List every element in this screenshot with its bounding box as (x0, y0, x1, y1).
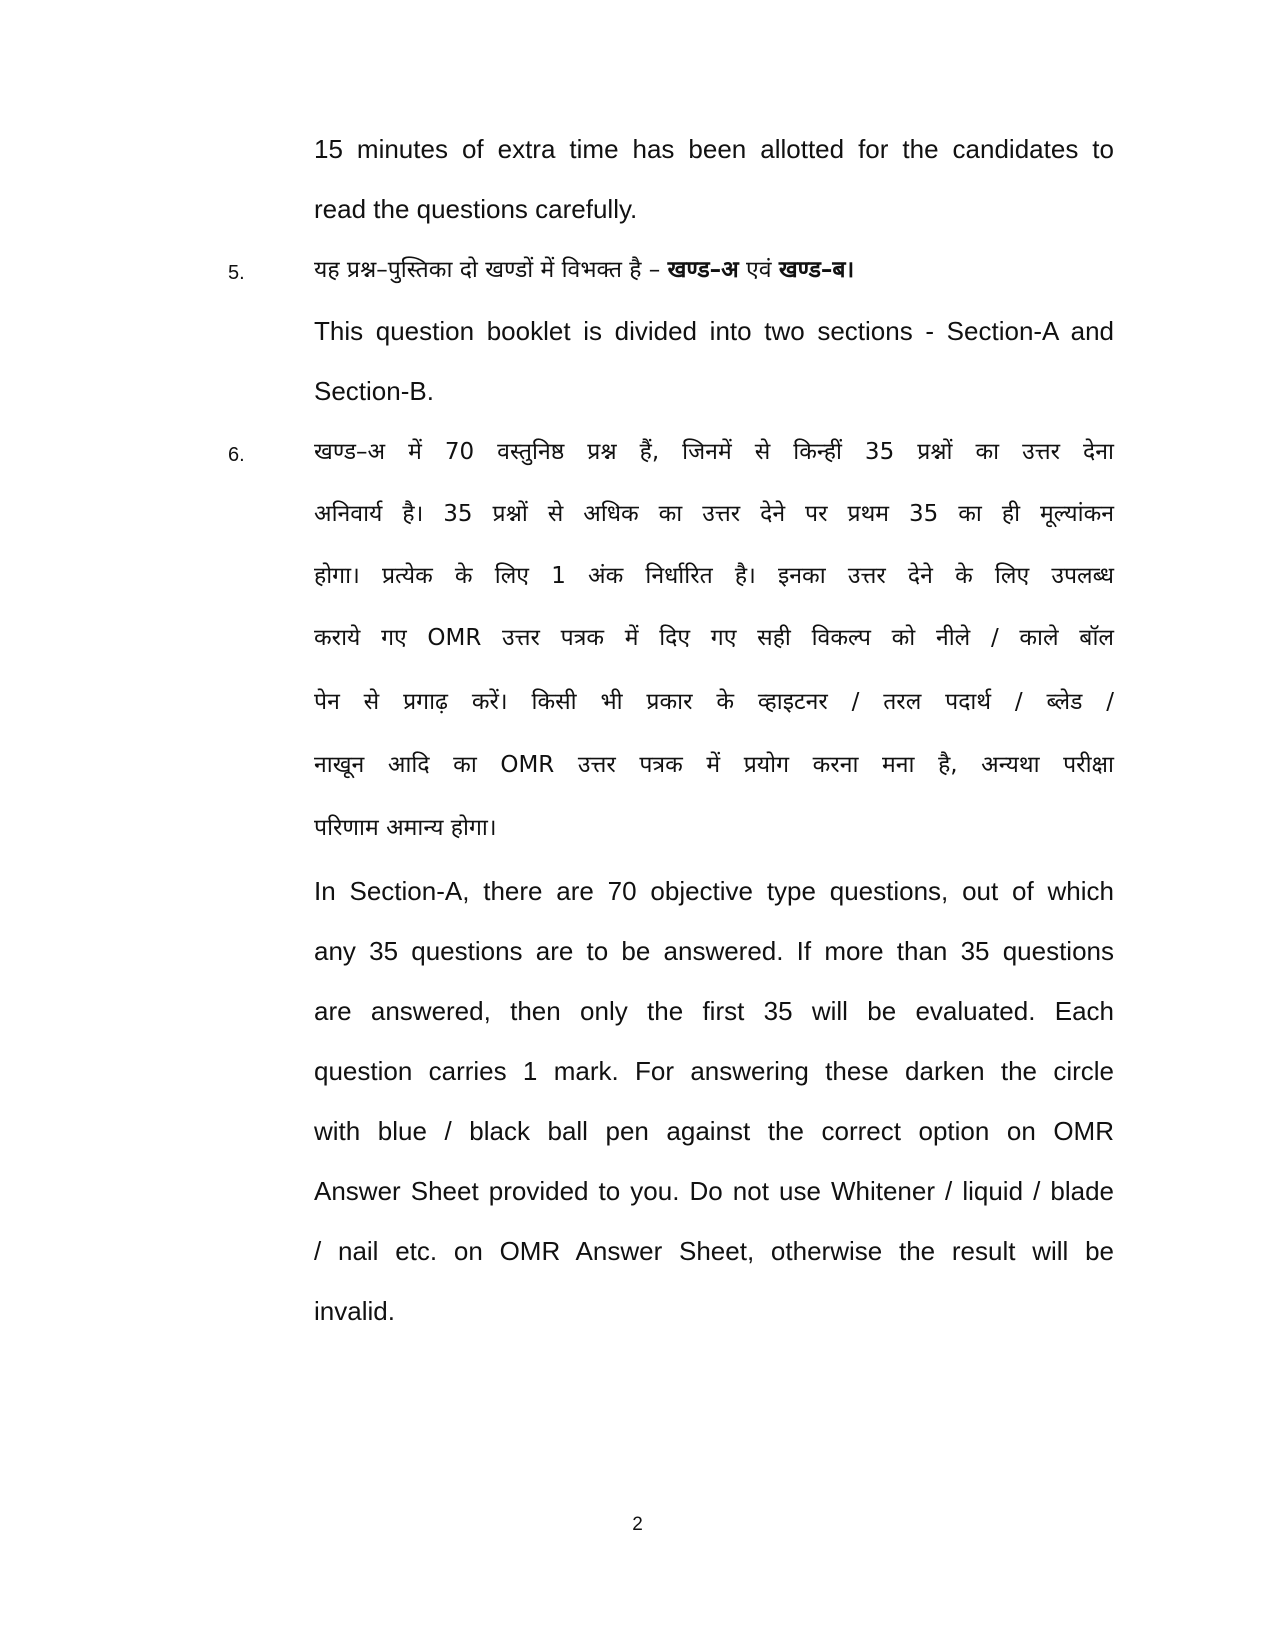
item-6-hindi-line-2: अनिवार्य है। 35 प्रश्नों से अधिक का उत्तर देने पर प्रथम 35 का ही मूल्यांकन (314, 501, 1114, 527)
item-6-english-line-2: any 35 questions are to be answered. If more than 35 questions (314, 936, 1114, 966)
item-6-english-line-5: with blue / black ball pen against the correct option on OMR (314, 1116, 1114, 1146)
item-5-section-b: खण्ड–ब। (778, 257, 855, 283)
item-5-connector: एवं (746, 257, 772, 283)
item-5-english-line-2: Section-B. (314, 376, 434, 406)
item-5-section-a: खण्ड–अ (667, 257, 739, 283)
item-6-hindi-line-3: होगा। प्रत्येक के लिए 1 अंक निर्धारित है। इनका उत्तर देने के लिए उपलब्ध (314, 563, 1114, 589)
continuation-line-2: read the questions carefully. (314, 194, 638, 224)
item-6-english-line-3: are answered, then only the first 35 will be evaluated. Each (314, 996, 1114, 1026)
item-6-hindi-line-4: कराये गए OMR उत्तर पत्रक में दिए गए सही विकल्प को नीले / काले बॉल (314, 625, 1114, 651)
item-6-number: 6. (228, 444, 245, 466)
item-6-hindi-line-5: पेन से प्रगाढ़ करें। किसी भी प्रकार के व्हाइटनर / तरल पदार्थ / ब्लेड / (314, 689, 1114, 715)
item-5-hindi-prefix: यह प्रश्न–पुस्तिका दो खण्डों में विभक्त है – (314, 257, 661, 283)
item-5-number: 5. (228, 262, 245, 284)
item-6-english-line-8: invalid. (314, 1296, 395, 1326)
item-5-english-line-1: This question booklet is divided into two sections - Section-A and (314, 316, 1114, 346)
item-6-hindi-line-6: नाखून आदि का OMR उत्तर पत्रक में प्रयोग करना मना है, अन्यथा परीक्षा (314, 752, 1114, 778)
item-6-hindi-line-1: खण्ड–अ में 70 वस्तुनिष्ठ प्रश्न हैं, जिनमें से किन्हीं 35 प्रश्नों का उत्तर देना (314, 439, 1114, 465)
item-6-english-line-1: In Section-A, there are 70 objective type questions, out of which (314, 876, 1114, 906)
item-6-english-line-7: / nail etc. on OMR Answer Sheet, otherwise the result will be (314, 1236, 1114, 1266)
item-6-english-line-6: Answer Sheet provided to you. Do not use Whitener / liquid / blade (314, 1176, 1114, 1206)
item-5-hindi-line (314, 254, 1114, 286)
item-6-english-line-4: question carries 1 mark. For answering these darken the circle (314, 1056, 1114, 1086)
continuation-line-1: 15 minutes of extra time has been allotted for the candidates to (314, 134, 1114, 164)
page-number: 2 (632, 1514, 643, 1535)
item-6-hindi-line-7: परिणाम अमान्य होगा। (314, 815, 497, 841)
